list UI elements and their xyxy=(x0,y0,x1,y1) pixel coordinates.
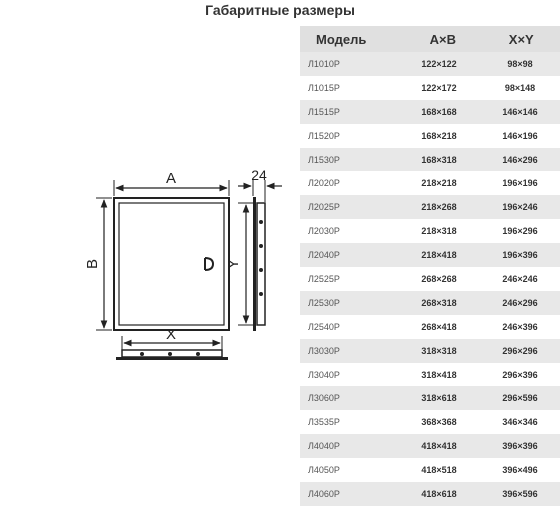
table-row xyxy=(300,171,560,195)
label-a: A xyxy=(165,170,177,187)
model-cell: Л4060Р xyxy=(308,488,340,499)
table-row xyxy=(300,267,560,291)
side-view xyxy=(253,197,265,331)
ab-cell: 218×318 xyxy=(421,226,457,237)
table-row xyxy=(300,124,560,148)
ab-cell: 218×418 xyxy=(421,250,457,261)
model-cell: Л1515Р xyxy=(308,106,340,117)
table-row xyxy=(300,339,560,363)
header-xy: X×Y xyxy=(508,31,534,47)
xy-cell: 98×98 xyxy=(507,58,533,69)
bottom-view xyxy=(116,350,228,360)
ab-cell: 318×318 xyxy=(421,345,457,356)
model-cell: Л2020Р xyxy=(308,178,340,189)
ab-cell: 122×172 xyxy=(421,82,457,93)
model-cell: Л2525Р xyxy=(308,273,340,284)
model-cell: Л3040Р xyxy=(308,369,340,380)
table-row xyxy=(300,458,560,482)
ab-cell: 168×218 xyxy=(421,130,457,141)
ab-cell: 268×318 xyxy=(421,297,457,308)
dimensions-table xyxy=(300,26,560,506)
model-cell: Л4040Р xyxy=(308,441,340,452)
ab-cell: 218×268 xyxy=(421,202,457,213)
xy-cell: 246×296 xyxy=(502,297,538,308)
table-row xyxy=(300,315,560,339)
xy-cell: 146×196 xyxy=(502,130,538,141)
table-row xyxy=(300,386,560,410)
model-cell: Л2530Р xyxy=(308,297,340,308)
hatch-front-view xyxy=(114,198,229,330)
table-header xyxy=(300,26,560,52)
label-b: B xyxy=(84,258,101,270)
xy-cell: 196×246 xyxy=(502,202,538,213)
table-row xyxy=(300,76,560,100)
ab-cell: 122×122 xyxy=(421,58,457,69)
ab-cell: 418×518 xyxy=(421,465,457,476)
table-row xyxy=(300,434,560,458)
model-cell: Л4050Р xyxy=(308,465,340,476)
ab-cell: 418×418 xyxy=(421,441,457,452)
table-row xyxy=(300,243,560,267)
table-row xyxy=(300,148,560,172)
xy-cell: 196×396 xyxy=(502,250,538,261)
ab-cell: 368×368 xyxy=(421,417,457,428)
table-row xyxy=(300,100,560,124)
table-row xyxy=(300,363,560,387)
ab-cell: 268×268 xyxy=(421,273,457,284)
model-cell: Л3060Р xyxy=(308,393,340,404)
table-row xyxy=(300,482,560,506)
header-model: Модель xyxy=(316,31,367,47)
ab-cell: 168×168 xyxy=(421,106,457,117)
ab-cell: 318×618 xyxy=(421,393,457,404)
model-cell: Л1015Р xyxy=(308,82,340,93)
model-cell: Л1010Р xyxy=(308,58,340,69)
ab-cell: 168×318 xyxy=(421,154,457,165)
xy-cell: 396×496 xyxy=(502,465,538,476)
xy-cell: 98×148 xyxy=(504,82,536,93)
model-cell: Л1520Р xyxy=(308,130,340,141)
header-ab: A×B xyxy=(429,31,457,47)
model-cell: Л2025Р xyxy=(308,202,340,213)
xy-cell: 246×396 xyxy=(502,321,538,332)
table-row xyxy=(300,291,560,315)
label-y: Y xyxy=(225,258,242,270)
xy-cell: 346×346 xyxy=(502,417,538,428)
model-cell: Л1530Р xyxy=(308,154,340,165)
table-row xyxy=(300,410,560,434)
xy-cell: 146×296 xyxy=(502,154,538,165)
table-row xyxy=(300,219,560,243)
model-cell: Л2030Р xyxy=(308,226,340,237)
table-row xyxy=(300,195,560,219)
xy-cell: 296×296 xyxy=(502,345,538,356)
ab-cell: 218×218 xyxy=(421,178,457,189)
model-cell: Л2540Р xyxy=(308,321,340,332)
ab-cell: 268×418 xyxy=(421,321,457,332)
label-x: X xyxy=(165,326,177,343)
page-title: Габаритные размеры xyxy=(205,2,355,18)
xy-cell: 396×596 xyxy=(502,488,538,499)
ab-cell: 418×618 xyxy=(421,488,457,499)
model-cell: Л3535Р xyxy=(308,417,340,428)
xy-cell: 146×146 xyxy=(502,106,538,117)
xy-cell: 196×196 xyxy=(502,178,538,189)
xy-cell: 396×396 xyxy=(502,441,538,452)
xy-cell: 296×396 xyxy=(502,369,538,380)
xy-cell: 296×596 xyxy=(502,393,538,404)
xy-cell: 196×296 xyxy=(502,226,538,237)
model-cell: Л3030Р xyxy=(308,345,340,356)
model-cell: Л2040Р xyxy=(308,250,340,261)
label-depth: 24 xyxy=(251,167,267,183)
ab-cell: 318×418 xyxy=(421,369,457,380)
table-row xyxy=(300,52,560,76)
xy-cell: 246×246 xyxy=(502,273,538,284)
